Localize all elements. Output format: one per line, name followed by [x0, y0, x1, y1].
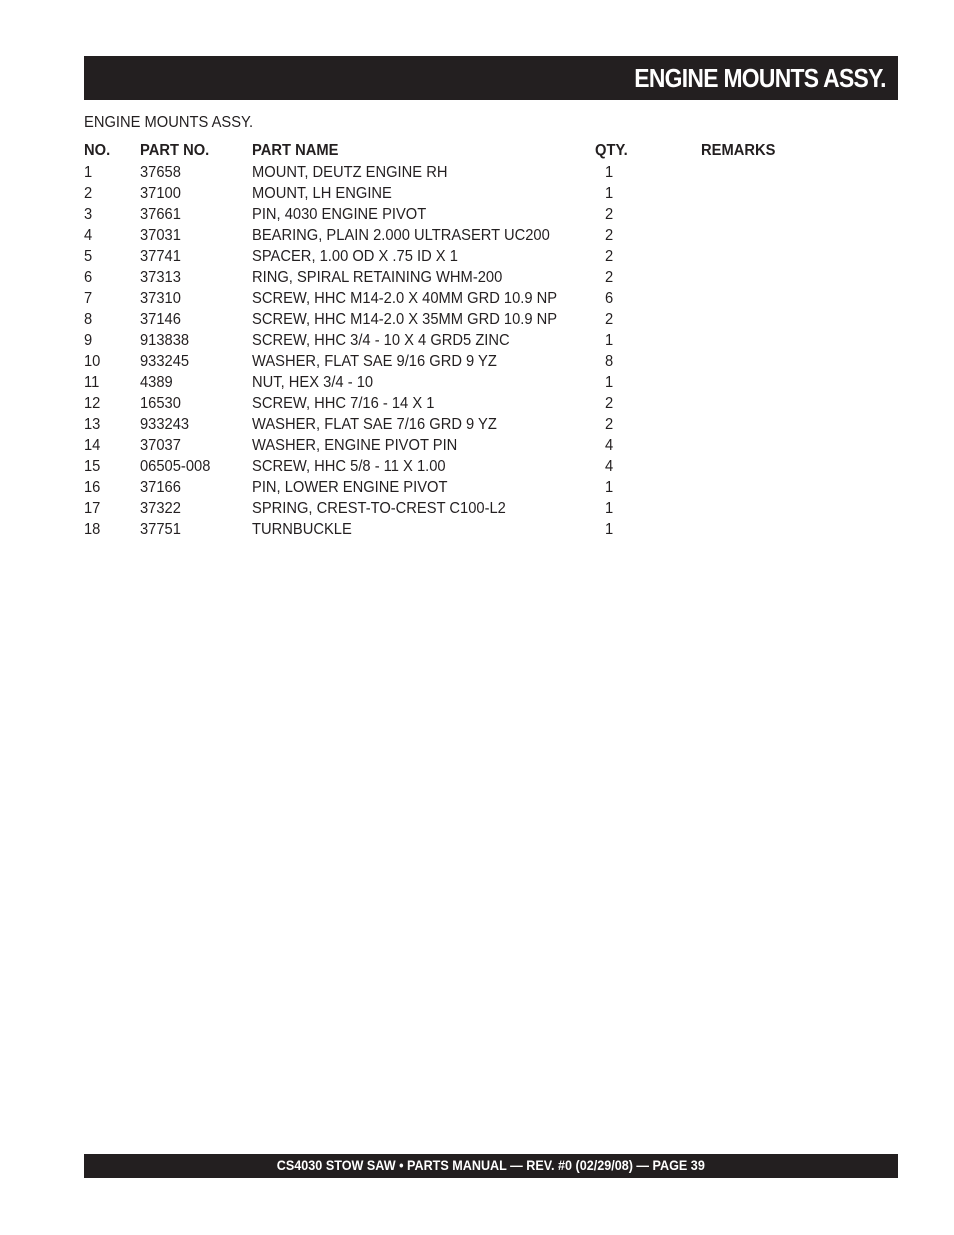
cell-qty: 4: [605, 458, 614, 475]
cell-qty: 4: [605, 437, 614, 454]
cell-part-name: SCREW, HHC 5/8 - 11 X 1.00: [252, 458, 446, 475]
cell-remarks: [701, 330, 804, 351]
table-row: [84, 225, 804, 246]
cell-part-no: 37741: [140, 248, 181, 265]
footer-text: CS4030 STOW SAW • PARTS MANUAL — REV. #0 (02/29/08) — PAGE 39: [276, 1157, 706, 1173]
cell-qty: 8: [605, 353, 614, 370]
table-row: [84, 393, 804, 414]
cell-remarks: [701, 225, 804, 246]
table-header-row: [84, 140, 804, 162]
table-row: [84, 498, 804, 519]
cell-item-no: 14: [84, 437, 101, 454]
table-row: [84, 204, 804, 225]
cell-remarks: [701, 267, 804, 288]
section-subtitle: ENGINE MOUNTS ASSY.: [84, 114, 254, 131]
cell-remarks: [701, 351, 804, 372]
cell-qty: 2: [605, 227, 614, 244]
table-row: [84, 162, 804, 183]
cell-qty: 1: [605, 332, 614, 349]
table-row: [84, 288, 804, 309]
cell-item-no: 11: [84, 374, 100, 391]
column-header-no: NO.: [84, 142, 111, 159]
cell-part-name: WASHER, ENGINE PIVOT PIN: [252, 437, 458, 454]
parts-table-body: [84, 162, 804, 540]
column-header-part-no: PART NO.: [140, 142, 210, 159]
table-row: [84, 519, 804, 540]
cell-remarks: [701, 288, 804, 309]
table-row: [84, 246, 804, 267]
column-header-qty: QTY.: [595, 142, 628, 159]
cell-item-no: 1: [84, 164, 93, 181]
cell-qty: 1: [605, 500, 614, 517]
cell-item-no: 17: [84, 500, 101, 517]
cell-qty: 1: [605, 521, 614, 538]
cell-qty: 2: [605, 311, 614, 328]
cell-remarks: [701, 498, 804, 519]
cell-remarks: [701, 456, 804, 477]
cell-part-no: 37310: [140, 290, 181, 307]
cell-remarks: [701, 246, 804, 267]
cell-part-name: RING, SPIRAL RETAINING WHM-200: [252, 269, 503, 286]
cell-remarks: [701, 372, 804, 393]
cell-item-no: 18: [84, 521, 101, 538]
cell-remarks: [701, 435, 804, 456]
cell-part-name: WASHER, FLAT SAE 7/16 GRD 9 YZ: [252, 416, 497, 433]
cell-qty: 1: [605, 185, 614, 202]
cell-item-no: 13: [84, 416, 101, 433]
table-row: [84, 183, 804, 204]
cell-item-no: 16: [84, 479, 101, 496]
cell-part-no: 37037: [140, 437, 181, 454]
table-row: [84, 372, 804, 393]
cell-part-no: 06505-008: [140, 458, 211, 475]
cell-item-no: 6: [84, 269, 93, 286]
cell-part-no: 933245: [140, 353, 190, 370]
cell-qty: 2: [605, 416, 614, 433]
column-header-remarks: REMARKS: [701, 142, 776, 159]
table-row: [84, 267, 804, 288]
cell-part-no: 37031: [140, 227, 181, 244]
cell-item-no: 2: [84, 185, 93, 202]
cell-part-name: SPRING, CREST-TO-CREST C100-L2: [252, 500, 506, 517]
cell-part-name: TURNBUCKLE: [252, 521, 352, 538]
cell-qty: 2: [605, 206, 614, 223]
parts-table: [84, 140, 804, 540]
cell-part-no: 933243: [140, 416, 190, 433]
cell-part-no: 37658: [140, 164, 181, 181]
cell-remarks: [701, 519, 804, 540]
cell-item-no: 8: [84, 311, 93, 328]
cell-qty: 1: [605, 479, 614, 496]
cell-qty: 1: [605, 374, 614, 391]
cell-part-name: MOUNT, LH ENGINE: [252, 185, 392, 202]
cell-part-name: SCREW, HHC M14-2.0 X 40MM GRD 10.9 NP: [252, 290, 558, 307]
cell-part-no: 4389: [140, 374, 173, 391]
page-footer-bar: [84, 1154, 898, 1178]
cell-item-no: 4: [84, 227, 93, 244]
cell-part-name: SCREW, HHC 7/16 - 14 X 1: [252, 395, 435, 412]
cell-part-name: SCREW, HHC 3/4 - 10 X 4 GRD5 ZINC: [252, 332, 510, 349]
cell-part-no: 37146: [140, 311, 181, 328]
cell-part-no: 37661: [140, 206, 181, 223]
cell-part-name: SCREW, HHC M14-2.0 X 35MM GRD 10.9 NP: [252, 311, 558, 328]
cell-part-name: PIN, LOWER ENGINE PIVOT: [252, 479, 448, 496]
cell-item-no: 9: [84, 332, 93, 349]
cell-item-no: 15: [84, 458, 101, 475]
table-row: [84, 309, 804, 330]
table-row: [84, 435, 804, 456]
column-header-part-name: PART NAME: [252, 142, 339, 159]
cell-part-name: SPACER, 1.00 OD X .75 ID X 1: [252, 248, 458, 265]
cell-qty: 2: [605, 248, 614, 265]
cell-remarks: [701, 204, 804, 225]
cell-qty: 2: [605, 395, 614, 412]
cell-remarks: [701, 183, 804, 204]
table-row: [84, 414, 804, 435]
cell-part-no: 37322: [140, 500, 181, 517]
cell-qty: 6: [605, 290, 614, 307]
cell-item-no: 3: [84, 206, 93, 223]
cell-remarks: [701, 477, 804, 498]
table-row: [84, 351, 804, 372]
cell-part-no: 913838: [140, 332, 190, 349]
cell-part-no: 37166: [140, 479, 181, 496]
cell-item-no: 5: [84, 248, 93, 265]
cell-part-name: NUT, HEX 3/4 - 10: [252, 374, 374, 391]
table-row: [84, 477, 804, 498]
cell-item-no: 12: [84, 395, 101, 412]
cell-part-no: 37100: [140, 185, 181, 202]
cell-remarks: [701, 162, 804, 183]
cell-remarks: [701, 414, 804, 435]
cell-item-no: 10: [84, 353, 101, 370]
cell-item-no: 7: [84, 290, 93, 307]
table-row: [84, 456, 804, 477]
cell-qty: 2: [605, 269, 614, 286]
cell-part-name: MOUNT, DEUTZ ENGINE RH: [252, 164, 448, 181]
cell-remarks: [701, 393, 804, 414]
page-header-bar: [84, 56, 898, 100]
page-title: ENGINE MOUNTS ASSY.: [634, 63, 886, 93]
cell-part-name: WASHER, FLAT SAE 9/16 GRD 9 YZ: [252, 353, 497, 370]
table-row: [84, 330, 804, 351]
cell-part-name: PIN, 4030 ENGINE PIVOT: [252, 206, 427, 223]
cell-part-no: 16530: [140, 395, 181, 412]
cell-qty: 1: [605, 164, 614, 181]
cell-part-no: 37751: [140, 521, 181, 538]
cell-part-name: BEARING, PLAIN 2.000 ULTRASERT UC200: [252, 227, 550, 244]
cell-remarks: [701, 309, 804, 330]
cell-part-no: 37313: [140, 269, 181, 286]
